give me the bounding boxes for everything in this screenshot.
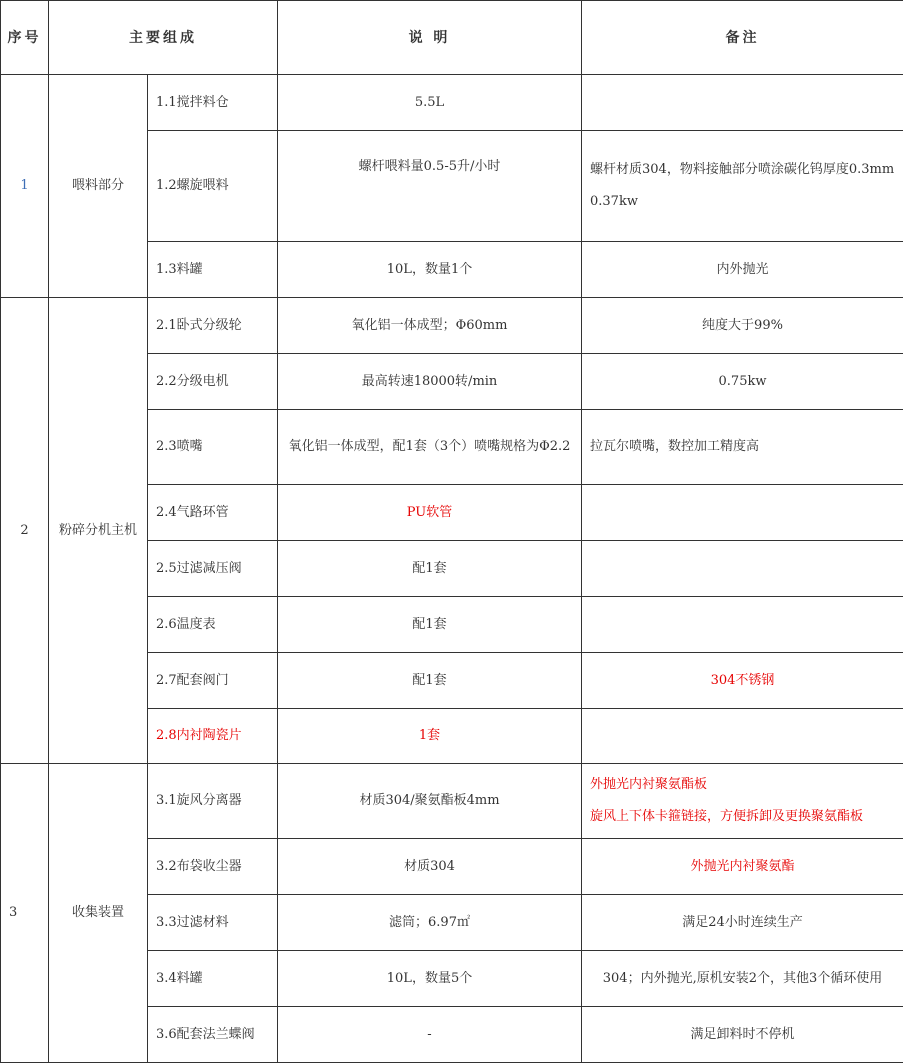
- item-remark-line: 旋风上下体卡箍链接，方便拆卸及更换聚氨酯板: [590, 801, 895, 833]
- item-description: 氧化铝一体成型，配1套（3个）喷嘴规格为Φ2.2: [278, 410, 582, 485]
- item-remark: 外抛光内衬聚氨酯: [582, 839, 903, 895]
- item-description: 配1套: [278, 653, 582, 709]
- item-name: 3.3过滤材料: [148, 895, 278, 951]
- item-remark: 304不锈钢: [582, 653, 903, 709]
- item-description: 滤筒；6.97㎡: [278, 895, 582, 951]
- item-description: 配1套: [278, 541, 582, 597]
- item-remark: [582, 709, 903, 764]
- item-name: 3.4料罐: [148, 951, 278, 1007]
- item-description: 螺杆喂料量0.5-5升/小时: [278, 131, 582, 242]
- table-row: [1, 298, 903, 354]
- item-name: 2.2分级电机: [148, 354, 278, 410]
- table-header-row: [1, 1, 903, 75]
- item-description: 配1套: [278, 597, 582, 653]
- item-description: 1套: [278, 709, 582, 764]
- header-number: 序号: [1, 1, 49, 75]
- item-name: 2.5过滤减压阀: [148, 541, 278, 597]
- group-number: 3: [1, 764, 49, 1063]
- item-remark: 满足卸料时不停机: [582, 1007, 903, 1063]
- item-remark: [582, 485, 903, 541]
- item-description: 材质304: [278, 839, 582, 895]
- item-remark: 304；内外抛光,原机安装2个，其他3个循环使用: [582, 951, 903, 1007]
- table-row: [1, 764, 903, 839]
- item-name: 3.1旋风分离器: [148, 764, 278, 839]
- header-remark: 备注: [582, 1, 903, 75]
- item-description: 氧化铝一体成型；Φ60mm: [278, 298, 582, 354]
- item-name: 1.3料罐: [148, 242, 278, 298]
- item-remark: 纯度大于99%: [582, 298, 903, 354]
- item-remark: [582, 75, 903, 131]
- item-description: 最高转速18000转/min: [278, 354, 582, 410]
- item-remark-line: 螺杆材质304，物料接触部分喷涂碳化钨厚度0.3mm: [590, 154, 895, 186]
- item-name: 2.1卧式分级轮: [148, 298, 278, 354]
- item-name: 2.6温度表: [148, 597, 278, 653]
- header-component: 主要组成: [49, 1, 278, 75]
- item-description: 材质304/聚氨酯板4mm: [278, 764, 582, 839]
- item-remark: 内外抛光: [582, 242, 903, 298]
- group-number: 1: [1, 75, 49, 298]
- item-name: 3.6配套法兰蝶阀: [148, 1007, 278, 1063]
- group-name: 收集装置: [49, 764, 148, 1063]
- header-description: 说 明: [278, 1, 582, 75]
- item-name: 2.8内衬陶瓷片: [148, 709, 278, 764]
- group-number: 2: [1, 298, 49, 764]
- item-remark: 0.75kw: [582, 354, 903, 410]
- item-remark: [582, 597, 903, 653]
- item-remark: [582, 131, 903, 242]
- item-remark: [582, 541, 903, 597]
- item-name: 1.2螺旋喂料: [148, 131, 278, 242]
- item-description: 10L，数量5个: [278, 951, 582, 1007]
- group-name: 喂料部分: [49, 75, 148, 298]
- item-remark: [582, 764, 903, 839]
- item-remark: 满足24小时连续生产: [582, 895, 903, 951]
- item-name: 2.7配套阀门: [148, 653, 278, 709]
- item-description: 10L，数量1个: [278, 242, 582, 298]
- item-remark-line: 外抛光内衬聚氨酯板: [590, 769, 895, 801]
- table-row: [1, 75, 903, 131]
- group-name: 粉碎分机主机: [49, 298, 148, 764]
- item-description: PU软管: [278, 485, 582, 541]
- item-description: -: [278, 1007, 582, 1063]
- item-name: 1.1搅拌料仓: [148, 75, 278, 131]
- item-remark: 拉瓦尔喷嘴，数控加工精度高: [582, 410, 903, 485]
- item-name: 3.2布袋收尘器: [148, 839, 278, 895]
- item-remark-line: 0.37kw: [590, 186, 895, 218]
- item-description: 5.5L: [278, 75, 582, 131]
- item-name: 2.3喷嘴: [148, 410, 278, 485]
- item-name: 2.4气路环管: [148, 485, 278, 541]
